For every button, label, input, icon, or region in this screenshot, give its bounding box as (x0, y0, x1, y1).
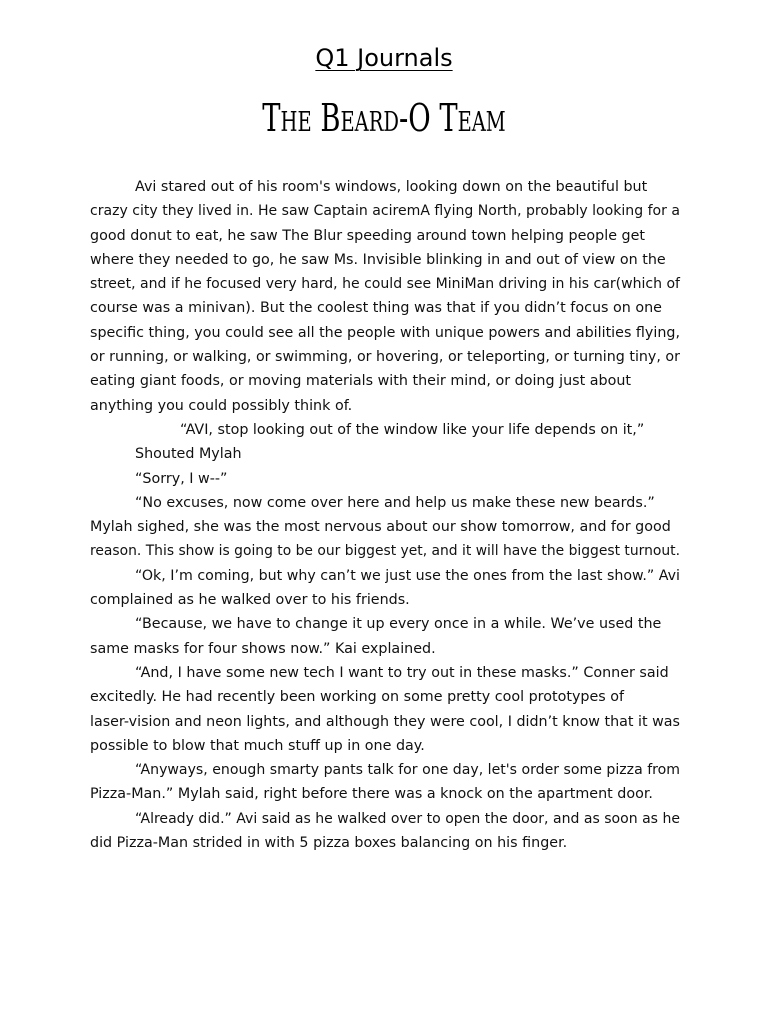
page-heading: Q1 Journals (315, 44, 453, 72)
text-line: “And, I have some new tech I want to try out in these masks.” Conner said (135, 664, 669, 681)
text-line: where they needed to go, he saw Ms. Invisible blinking in and out of view on the (90, 251, 666, 268)
text-line: laser-vision and neon lights, and although they were cool, I didn’t know that it was (90, 713, 680, 730)
text-line: “Sorry, I w--” (135, 470, 228, 487)
text-line: good donut to eat, he saw The Blur speeding around town helping people get (90, 227, 646, 244)
text-line: reason. This show is going to be our biggest yet, and it will have the biggest turnout. (90, 543, 680, 560)
text-line: Pizza-Man.” Mylah said, right before there was a knock on the apartment door. (90, 786, 653, 803)
text-line: “Anyways, enough smarty pants talk for one day, let's order some pizza from (135, 762, 680, 779)
text-line: crazy city they lived in. He saw Captain aciremA flying North, probably looking for a (90, 203, 680, 220)
text-line: excitedly. He had recently been working on some pretty cool prototypes of (90, 689, 625, 706)
text-line: course was a minivan). But the coolest thing was that if you didn’t focus on one (90, 300, 662, 317)
text-line: “Ok, I’m coming, but why can’t we just use the ones from the last show.” Avi (135, 567, 680, 584)
text-line: complained as he walked over to his friends. (90, 592, 410, 609)
text-line: specific thing, you could see all the people with unique powers and abilities flying, (90, 324, 680, 341)
text-line: “AVI, stop looking out of the window like your life depends on it,” (180, 421, 645, 438)
text-line: or running, or walking, or swimming, or hovering, or teleporting, or turning tiny, or (90, 349, 680, 366)
text-line: Mylah sighed, she was the most nervous about our show tomorrow, and for good (90, 519, 671, 536)
story-title: The Beard-O Team (262, 96, 506, 140)
text-line: possible to blow that much stuff up in one day. (90, 737, 425, 754)
story-body (90, 175, 680, 855)
text-line: “Because, we have to change it up every once in a while. We’ve used the (135, 616, 662, 633)
text-line: anything you could possibly think of. (90, 397, 353, 414)
text-line: “Already did.” Avi said as he walked over to open the door, and as soon as he (135, 810, 680, 827)
text-line: same masks for four shows now.” Kai explained. (90, 640, 436, 657)
text-line: did Pizza-Man strided in with 5 pizza boxes balancing on his finger. (90, 835, 568, 852)
text-line: Avi stared out of his room's windows, looking down on the beautiful but (135, 179, 648, 195)
text-line: street, and if he focused very hard, he could see MiniMan driving in his car(which of (90, 276, 680, 293)
text-line: eating giant foods, or moving materials with their mind, or doing just about (90, 373, 631, 390)
text-line: Shouted Mylah (135, 446, 242, 463)
text-line: “No excuses, now come over here and help us make these new beards.” (135, 494, 655, 511)
